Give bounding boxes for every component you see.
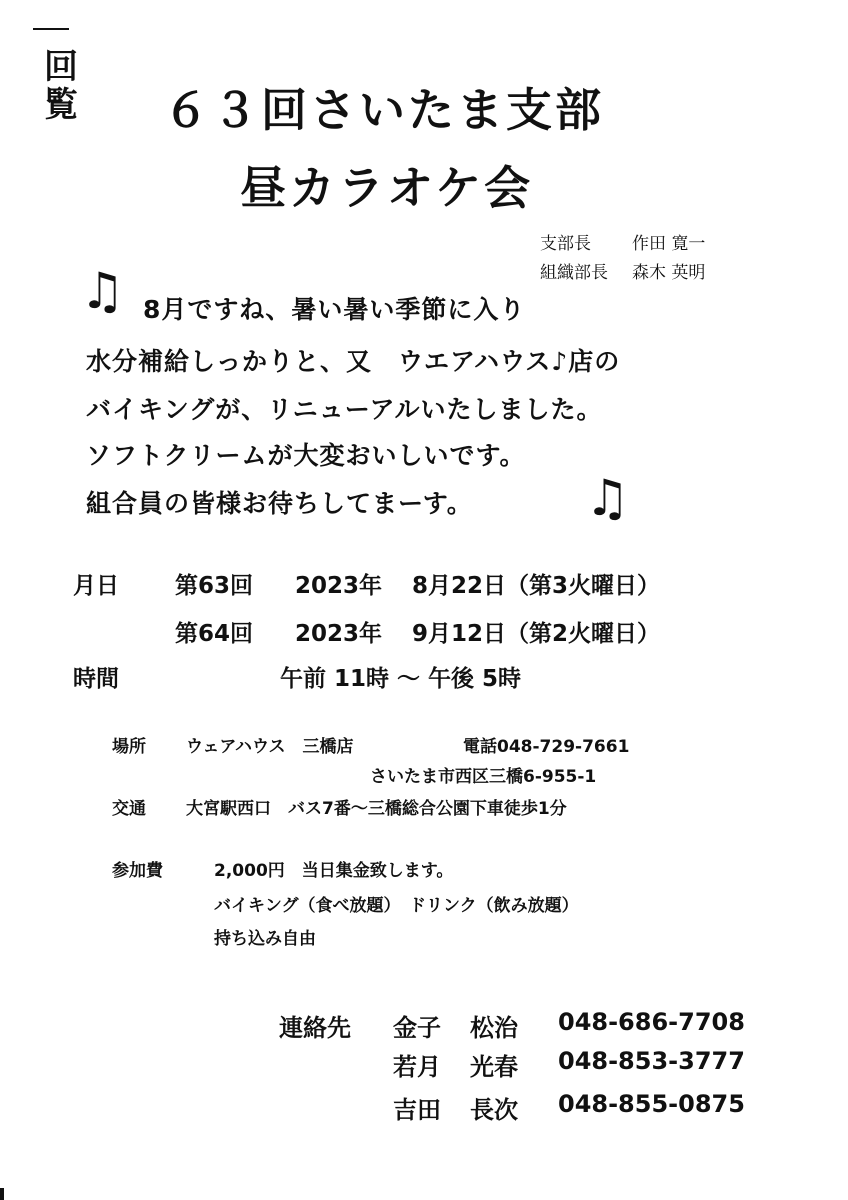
contact-surname-2: 若月: [393, 1053, 441, 1081]
message-line-5: 組合員の皆様お待ちしてまーす。: [86, 489, 473, 518]
contact-phone-1: 048-686-7708: [558, 1008, 745, 1036]
contact-surname-3: 吉田: [393, 1096, 441, 1124]
message-line-4: ソフトクリームが大変おいしいです。: [86, 441, 526, 470]
kairan-top: 回: [44, 47, 78, 87]
time-value: 午前 11時 ～ 午後 5時: [280, 666, 522, 692]
event-round-1: 第63回: [175, 573, 254, 599]
contact-given-1: 松治: [470, 1014, 518, 1042]
event-date-2: 9月12日（第2火曜日）: [412, 621, 661, 647]
event-date-1: 8月22日（第3火曜日）: [412, 573, 661, 599]
fee-label: 参加費: [112, 861, 163, 881]
officer-name: 作田 寛一: [632, 234, 706, 254]
event-year-2: 2023年: [295, 621, 383, 647]
kairan-stamp: [44, 48, 78, 124]
title-line2: 昼カラオケ会: [240, 161, 534, 215]
event-year-1: 2023年: [295, 573, 383, 599]
music-note-icon: ♫: [80, 262, 125, 320]
place-phone: 電話048-729-7661: [463, 737, 630, 757]
contact-given-2: 光春: [470, 1053, 518, 1081]
contact-given-3: 長次: [470, 1096, 518, 1124]
date-label: 月日: [73, 573, 119, 599]
contact-surname-1: 金子: [393, 1014, 441, 1042]
officer-role: 組織部長: [540, 263, 608, 283]
officer-name: 森木 英明: [632, 263, 706, 283]
music-note-icon: ♫: [585, 469, 630, 527]
fee-note-2: 持ち込み自由: [214, 929, 316, 949]
access-value: 大宮駅西口 バス7番～三橋総合公園下車徒歩1分: [186, 799, 567, 819]
time-label: 時間: [73, 666, 119, 692]
message-line-3: バイキングが、リニューアルいたしました。: [86, 395, 603, 424]
kairan-rule: [33, 28, 69, 30]
officer-2: [540, 258, 705, 283]
contact-phone-2: 048-853-3777: [558, 1047, 745, 1075]
kairan-bottom: 覧: [44, 85, 78, 125]
contact-phone-3: 048-855-0875: [558, 1090, 745, 1118]
message-line-2: 水分補給しっかりと、又 ウエアハウス♪店の: [86, 347, 621, 376]
event-round-2: 第64回: [175, 621, 254, 647]
scan-edge-mark: [0, 1188, 4, 1200]
place-address: さいたま市西区三橋6-955-1: [370, 767, 597, 787]
fee-note-1: バイキング（食べ放題） ドリンク（飲み放題）: [214, 896, 579, 916]
fee-value: 2,000円 当日集金致します。: [214, 861, 454, 881]
place-label: 場所: [112, 737, 146, 757]
officer-1: [540, 229, 705, 254]
officer-role: 支部長: [540, 234, 591, 254]
title-line1: ６３回さいたま支部: [163, 83, 604, 137]
message-line-1: 8月ですね、暑い暑い季節に入り: [143, 295, 526, 324]
place-value: ウェアハウス 三橋店: [186, 737, 354, 757]
access-label: 交通: [112, 799, 146, 819]
contact-label: 連絡先: [279, 1014, 351, 1042]
